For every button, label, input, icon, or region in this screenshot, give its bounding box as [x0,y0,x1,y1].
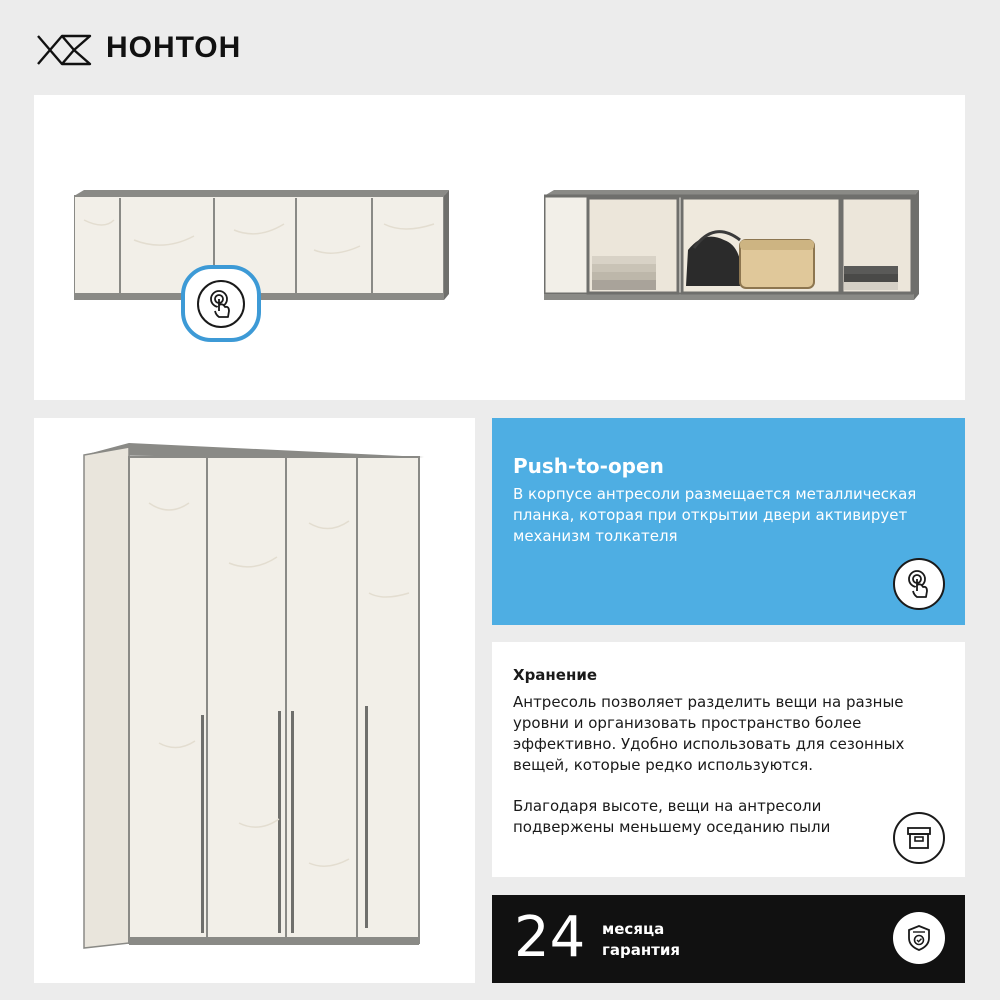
touch-finger-icon [905,569,933,599]
open-mezzanine-image [544,190,924,310]
wardrobe-image [79,443,429,953]
closed-mezzanine-image [74,190,454,310]
push-icon-badge [893,558,945,610]
warranty-icon-badge [893,912,945,964]
wardrobe-image-panel [34,418,475,983]
push-to-open-highlight [181,265,261,342]
push-to-open-text: В корпусе антресоли размещается металлическая планка, которая при открытии двери активирует механизм толкателя [513,485,917,545]
mezzanine-showcase-panel [34,95,965,400]
brand-name: НОНТОН [106,31,242,64]
warranty-label [602,919,680,961]
push-to-open-card [492,418,965,625]
shield-check-icon [906,924,932,952]
warranty-card [492,895,965,983]
warranty-months: месяца [602,920,665,938]
storage-text: Антресоль позволяет разделить вещи на разные уровни и организовать пространство более эффективно. Удобно использовать для сезонных вещей, которые редко используются. [513,693,905,774]
hontoh-logo-icon [36,28,92,68]
storage-icon-badge [893,812,945,864]
touch-finger-icon [207,289,235,319]
brand [36,28,241,68]
storage-card [492,642,965,877]
push-to-open-title: Push-to-open [513,454,664,478]
storage-box-icon [906,825,932,851]
storage-title: Хранение [513,666,598,684]
storage-dust-text: Благодаря высоте, вещи на антресоли подвержены меньшему оседанию пыли [513,797,831,836]
warranty-number: 24 [514,905,586,970]
warranty-word: гарантия [602,941,681,959]
